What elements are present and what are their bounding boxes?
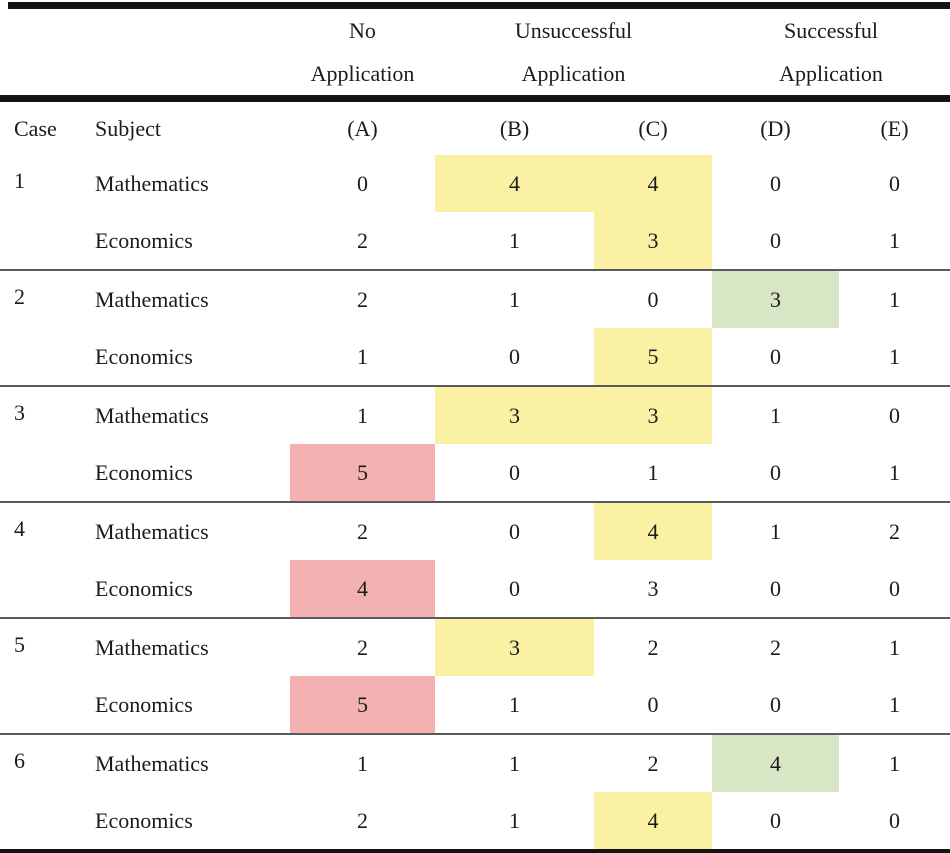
value-cell: 0 [712,676,839,734]
value-cell: 4 [594,155,712,212]
value-cell: 1 [435,676,594,734]
value-cell: 0 [712,444,839,502]
value-cell: 0 [889,170,900,196]
value-cell: 3 [594,560,712,618]
value-cell: 2 [357,286,368,312]
value-cell: 1 [889,750,900,776]
column-header-a: (A) [347,115,378,141]
subject-cell: Mathematics [95,402,209,428]
subject-cell: Economics [80,212,290,270]
value-cell: 3 [435,386,594,444]
table-row [0,618,950,676]
value-cell: 4 [594,792,712,849]
subject-cell: Economics [80,328,290,386]
column-header-subject: Subject [95,115,161,141]
subject-cell: Mathematics [95,634,209,660]
column-header-b: (B) [499,115,530,141]
column-header-d: (D) [760,115,791,141]
subject-cell: Economics [80,676,290,734]
value-cell: 1 [839,676,950,734]
case-number: 5 [0,618,80,734]
column-header-row [0,99,950,156]
group-header-line: Application [779,61,883,86]
table-row [0,270,950,328]
column-header-c: (C) [638,115,668,141]
value-cell: 1 [839,328,950,386]
value-cell: 1 [770,402,781,428]
value-cell: 2 [357,634,368,660]
value-cell: 0 [435,444,594,502]
value-cell: 1 [594,444,712,502]
column-header-case: Case [14,115,57,141]
value-cell: 1 [357,402,368,428]
value-cell: 4 [290,560,435,618]
value-cell: 2 [357,807,368,833]
table-row [0,328,950,386]
value-cell: 5 [290,444,435,502]
application-results-table [0,9,950,849]
value-cell: 0 [357,170,368,196]
case-number: 3 [0,386,80,502]
value-cell: 0 [712,560,839,618]
value-cell: 0 [712,212,839,270]
value-cell: 2 [647,634,659,660]
case-number: 1 [0,155,80,270]
value-cell: 1 [839,444,950,502]
group-header-line: Unsuccessful [514,18,633,43]
group-header-line: Application [521,61,626,86]
table-row [0,792,950,849]
case-number: 2 [0,270,80,386]
value-cell: 4 [435,155,594,212]
value-cell: 5 [290,676,435,734]
table-row [0,734,950,792]
value-cell: 0 [839,560,950,618]
value-cell: 0 [435,560,594,618]
value-cell: 1 [509,750,520,776]
value-cell: 1 [889,634,900,660]
value-cell: 0 [435,328,594,386]
table-row [0,386,950,444]
table-row [0,560,950,618]
value-cell: 1 [435,212,594,270]
top-rule [8,2,950,9]
value-cell: 3 [712,270,839,328]
subject-cell: Mathematics [95,750,209,776]
group-header-no-application [290,9,435,99]
value-cell: 2 [770,634,781,660]
value-cell: 0 [594,676,712,734]
value-cell: 1 [770,518,781,544]
value-cell: 4 [712,734,839,792]
value-cell: 3 [594,212,712,270]
value-cell: 0 [770,170,781,196]
group-header-line: Successful [783,18,879,43]
value-cell: 1 [889,286,900,312]
value-cell: 2 [647,750,659,776]
value-cell: 3 [594,386,712,444]
group-header-row [0,9,950,99]
subject-cell: Mathematics [95,518,209,544]
value-cell: 5 [594,328,712,386]
table-row [0,212,950,270]
value-cell: 0 [509,518,520,544]
value-cell: 1 [290,328,435,386]
value-cell: 0 [770,807,781,833]
case-number: 6 [14,748,25,773]
value-cell: 0 [889,807,900,833]
value-cell: 2 [889,518,900,544]
table-row [0,502,950,560]
group-header-line: No [349,18,376,43]
case-number: 4 [0,502,80,618]
value-cell: 2 [357,518,368,544]
value-cell: 0 [889,402,900,428]
value-cell: 1 [509,286,520,312]
subject-cell: Mathematics [95,286,209,312]
column-header-e: (E) [880,115,909,141]
value-cell: 1 [839,212,950,270]
table-row [0,155,950,212]
group-header-unsuccessful-application [435,9,712,99]
subject-cell: Mathematics [95,170,209,196]
value-cell: 2 [290,212,435,270]
value-cell: 1 [509,807,520,833]
value-cell: 3 [435,618,594,676]
subject-cell: Economics [95,807,193,833]
table-row [0,676,950,734]
table-row [0,444,950,502]
subject-cell: Economics [80,444,290,502]
bottom-rule [0,849,950,853]
subject-cell: Economics [80,560,290,618]
value-cell: 0 [712,328,839,386]
value-cell: 0 [647,286,659,312]
group-header-line: Application [310,61,415,86]
group-header-successful-application [712,9,950,99]
value-cell: 4 [594,502,712,560]
group-header-spacer [0,9,290,99]
value-cell: 1 [357,750,368,776]
